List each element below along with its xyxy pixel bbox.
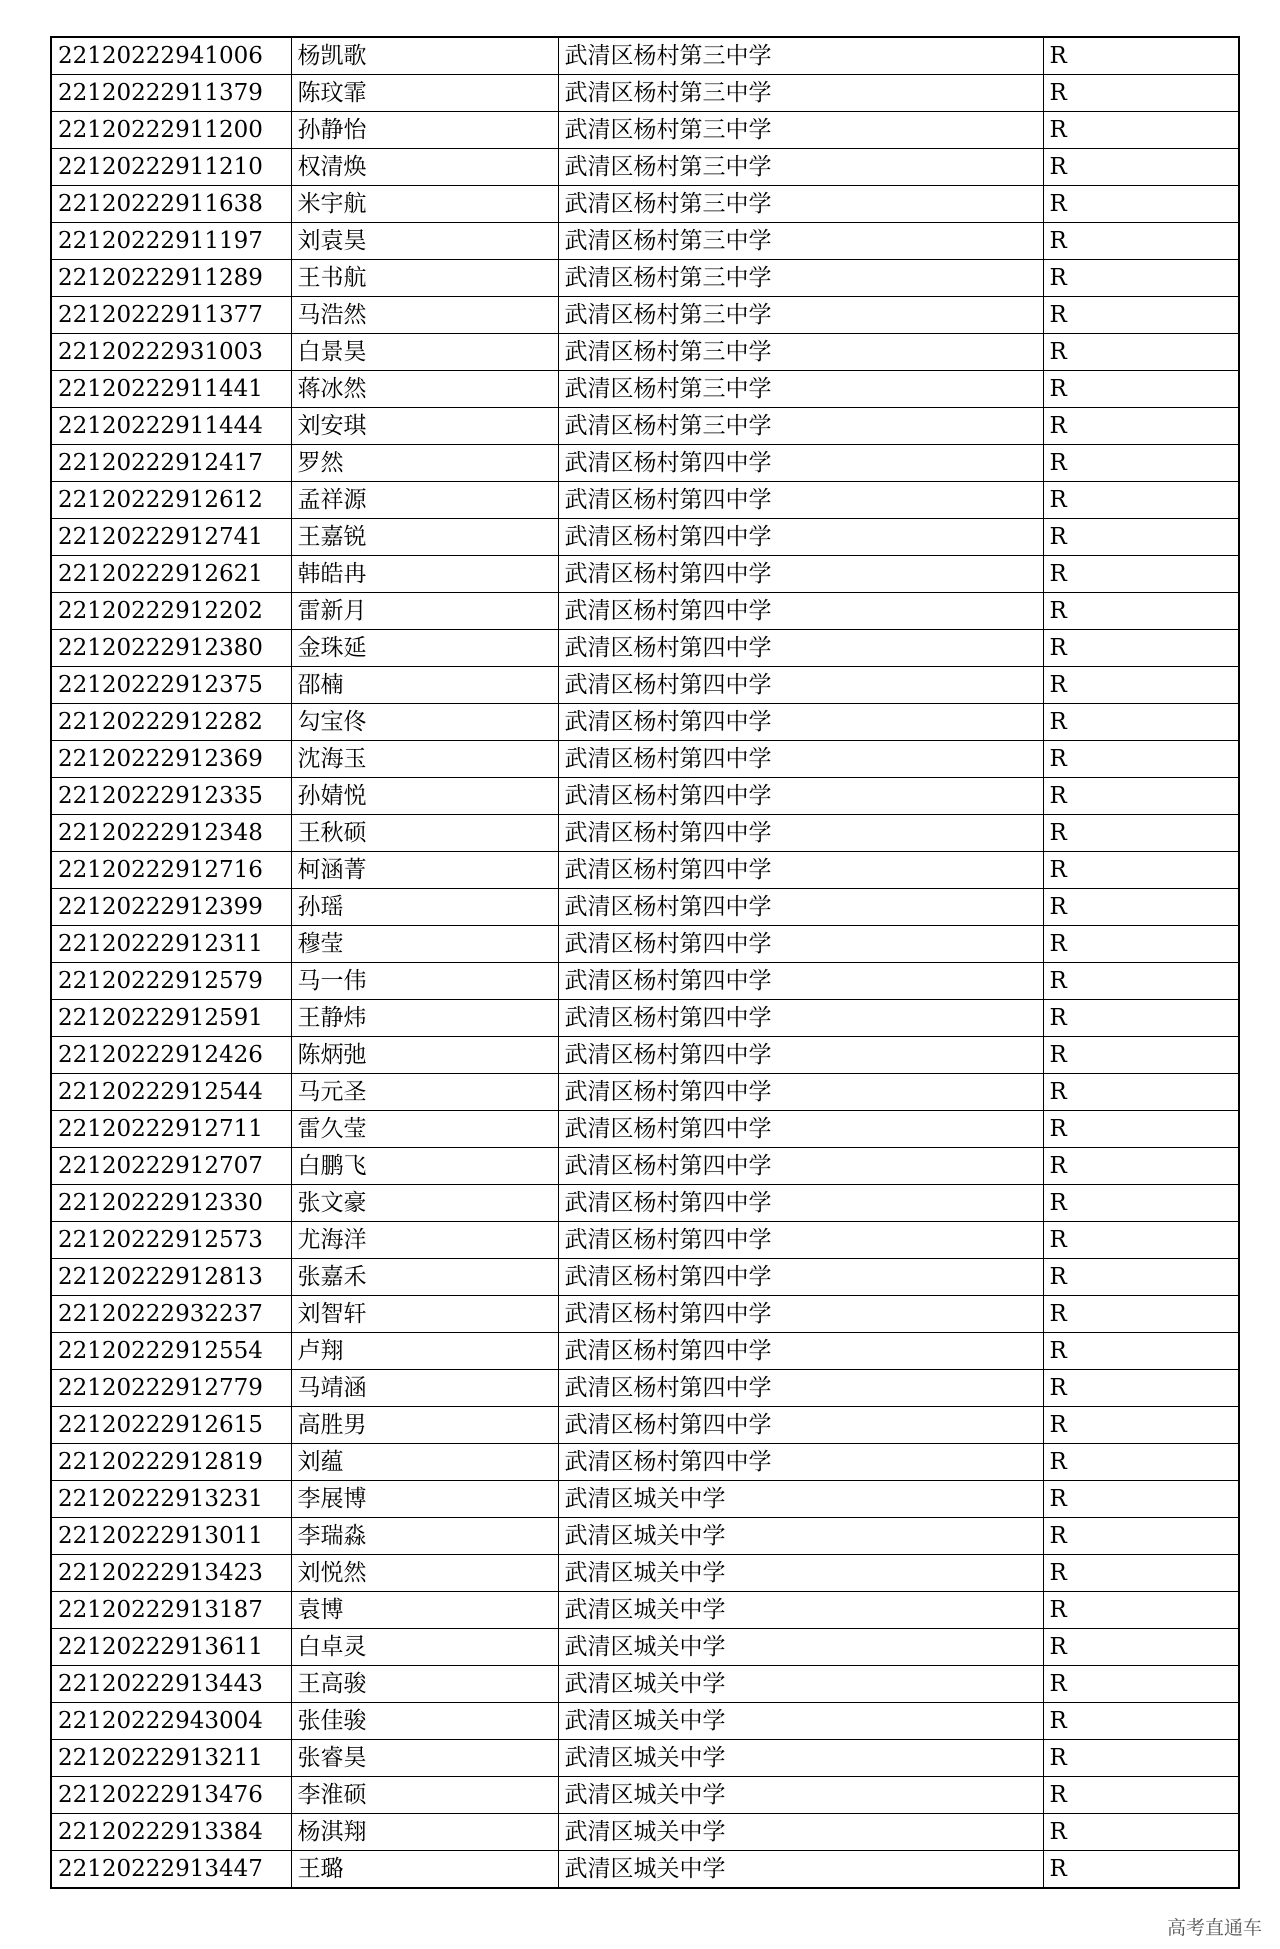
- exam-id-cell: 22120222912573: [51, 1222, 291, 1259]
- school-cell: 武清区杨村第四中学: [558, 482, 1043, 519]
- school-cell: 武清区杨村第三中学: [558, 149, 1043, 186]
- school-cell: 武清区杨村第三中学: [558, 37, 1043, 75]
- exam-id-cell: 22120222941006: [51, 37, 291, 75]
- student-name-cell: 李淮硕: [291, 1777, 558, 1814]
- table-row: [51, 75, 1239, 112]
- table-row: [51, 1222, 1239, 1259]
- student-name-cell: 白鹏飞: [291, 1148, 558, 1185]
- school-cell: 武清区杨村第四中学: [558, 1222, 1043, 1259]
- mark-cell: R: [1043, 260, 1239, 297]
- table-row: [51, 778, 1239, 815]
- mark-cell: R: [1043, 1814, 1239, 1851]
- school-cell: 武清区杨村第三中学: [558, 223, 1043, 260]
- mark-cell: R: [1043, 1592, 1239, 1629]
- school-cell: 武清区杨村第四中学: [558, 556, 1043, 593]
- student-name-cell: 张睿昊: [291, 1740, 558, 1777]
- exam-id-cell: 22120222912369: [51, 741, 291, 778]
- table-row: [51, 1629, 1239, 1666]
- student-name-cell: 王嘉锐: [291, 519, 558, 556]
- table-row: [51, 519, 1239, 556]
- table-row: [51, 1259, 1239, 1296]
- mark-cell: R: [1043, 1370, 1239, 1407]
- school-cell: 武清区杨村第四中学: [558, 1333, 1043, 1370]
- student-name-cell: 蒋冰然: [291, 371, 558, 408]
- table-row: [51, 260, 1239, 297]
- table-row: [51, 593, 1239, 630]
- school-cell: 武清区城关中学: [558, 1740, 1043, 1777]
- mark-cell: R: [1043, 1407, 1239, 1444]
- watermark-text: 高考直通车: [1166, 1917, 1262, 1939]
- school-cell: 武清区杨村第四中学: [558, 815, 1043, 852]
- student-name-cell: 王静炜: [291, 1000, 558, 1037]
- student-name-cell: 张文豪: [291, 1185, 558, 1222]
- table-row: [51, 1592, 1239, 1629]
- table-row: [51, 37, 1239, 75]
- student-name-cell: 金珠延: [291, 630, 558, 667]
- student-name-cell: 张佳骏: [291, 1703, 558, 1740]
- exam-id-cell: 22120222912311: [51, 926, 291, 963]
- table-row: [51, 815, 1239, 852]
- exam-id-cell: 22120222912399: [51, 889, 291, 926]
- school-cell: 武清区杨村第三中学: [558, 297, 1043, 334]
- exam-id-cell: 22120222912741: [51, 519, 291, 556]
- student-name-cell: 刘蕴: [291, 1444, 558, 1481]
- mark-cell: R: [1043, 1148, 1239, 1185]
- document-page: [50, 36, 1238, 1889]
- exam-id-cell: 22120222912348: [51, 815, 291, 852]
- student-name-cell: 王璐: [291, 1851, 558, 1889]
- school-cell: 武清区城关中学: [558, 1666, 1043, 1703]
- table-row: [51, 1703, 1239, 1740]
- mark-cell: R: [1043, 926, 1239, 963]
- school-cell: 武清区杨村第四中学: [558, 519, 1043, 556]
- table-row: [51, 1814, 1239, 1851]
- school-cell: 武清区杨村第四中学: [558, 704, 1043, 741]
- student-name-cell: 韩皓冉: [291, 556, 558, 593]
- mark-cell: R: [1043, 1333, 1239, 1370]
- exam-id-cell: 22120222912544: [51, 1074, 291, 1111]
- school-cell: 武清区杨村第四中学: [558, 1000, 1043, 1037]
- table-row: [51, 112, 1239, 149]
- mark-cell: R: [1043, 1555, 1239, 1592]
- mark-cell: R: [1043, 1259, 1239, 1296]
- table-row: [51, 1444, 1239, 1481]
- school-cell: 武清区杨村第四中学: [558, 741, 1043, 778]
- school-cell: 武清区杨村第四中学: [558, 630, 1043, 667]
- school-cell: 武清区杨村第三中学: [558, 260, 1043, 297]
- student-name-cell: 刘悦然: [291, 1555, 558, 1592]
- school-cell: 武清区杨村第四中学: [558, 963, 1043, 1000]
- school-cell: 武清区杨村第三中学: [558, 186, 1043, 223]
- student-name-cell: 张嘉禾: [291, 1259, 558, 1296]
- exam-id-cell: 22120222912621: [51, 556, 291, 593]
- school-cell: 武清区杨村第四中学: [558, 667, 1043, 704]
- mark-cell: R: [1043, 815, 1239, 852]
- mark-cell: R: [1043, 408, 1239, 445]
- school-cell: 武清区杨村第四中学: [558, 1111, 1043, 1148]
- table-row: [51, 1111, 1239, 1148]
- exam-id-cell: 22120222911200: [51, 112, 291, 149]
- exam-id-cell: 22120222912779: [51, 1370, 291, 1407]
- student-name-cell: 邵楠: [291, 667, 558, 704]
- student-name-cell: 马一伟: [291, 963, 558, 1000]
- table-row: [51, 630, 1239, 667]
- school-cell: 武清区杨村第四中学: [558, 1370, 1043, 1407]
- table-row: [51, 852, 1239, 889]
- mark-cell: R: [1043, 1185, 1239, 1222]
- mark-cell: R: [1043, 1740, 1239, 1777]
- exam-id-cell: 22120222913231: [51, 1481, 291, 1518]
- mark-cell: R: [1043, 1851, 1239, 1889]
- school-cell: 武清区城关中学: [558, 1481, 1043, 1518]
- school-cell: 武清区杨村第四中学: [558, 1259, 1043, 1296]
- table-row: [51, 963, 1239, 1000]
- roster-body: [51, 37, 1239, 1888]
- mark-cell: R: [1043, 1222, 1239, 1259]
- student-name-cell: 袁博: [291, 1592, 558, 1629]
- student-name-cell: 米宇航: [291, 186, 558, 223]
- mark-cell: R: [1043, 1703, 1239, 1740]
- school-cell: 武清区杨村第四中学: [558, 1444, 1043, 1481]
- exam-id-cell: 22120222912282: [51, 704, 291, 741]
- mark-cell: R: [1043, 186, 1239, 223]
- table-row: [51, 741, 1239, 778]
- school-cell: 武清区杨村第四中学: [558, 1185, 1043, 1222]
- table-row: [51, 1851, 1239, 1889]
- exam-id-cell: 22120222912426: [51, 1037, 291, 1074]
- school-cell: 武清区杨村第三中学: [558, 408, 1043, 445]
- school-cell: 武清区杨村第四中学: [558, 1074, 1043, 1111]
- mark-cell: R: [1043, 1296, 1239, 1333]
- mark-cell: R: [1043, 1037, 1239, 1074]
- mark-cell: R: [1043, 704, 1239, 741]
- exam-id-cell: 22120222912417: [51, 445, 291, 482]
- student-name-cell: 尤海洋: [291, 1222, 558, 1259]
- student-name-cell: 马靖涵: [291, 1370, 558, 1407]
- mark-cell: R: [1043, 37, 1239, 75]
- table-row: [51, 1333, 1239, 1370]
- mark-cell: R: [1043, 75, 1239, 112]
- table-row: [51, 1518, 1239, 1555]
- student-name-cell: 高胜男: [291, 1407, 558, 1444]
- exam-id-cell: 22120222931003: [51, 334, 291, 371]
- school-cell: 武清区杨村第四中学: [558, 1407, 1043, 1444]
- exam-id-cell: 22120222913476: [51, 1777, 291, 1814]
- student-name-cell: 权清焕: [291, 149, 558, 186]
- exam-id-cell: 22120222913611: [51, 1629, 291, 1666]
- table-row: [51, 889, 1239, 926]
- table-row: [51, 1037, 1239, 1074]
- exam-id-cell: 22120222932237: [51, 1296, 291, 1333]
- table-row: [51, 1370, 1239, 1407]
- mark-cell: R: [1043, 371, 1239, 408]
- exam-id-cell: 22120222912813: [51, 1259, 291, 1296]
- school-cell: 武清区杨村第四中学: [558, 889, 1043, 926]
- exam-id-cell: 22120222913443: [51, 1666, 291, 1703]
- exam-id-cell: 22120222943004: [51, 1703, 291, 1740]
- exam-id-cell: 22120222913011: [51, 1518, 291, 1555]
- exam-id-cell: 22120222912579: [51, 963, 291, 1000]
- exam-id-cell: 22120222912707: [51, 1148, 291, 1185]
- table-row: [51, 408, 1239, 445]
- mark-cell: R: [1043, 112, 1239, 149]
- mark-cell: R: [1043, 1074, 1239, 1111]
- table-row: [51, 704, 1239, 741]
- student-name-cell: 穆莹: [291, 926, 558, 963]
- exam-id-cell: 22120222912716: [51, 852, 291, 889]
- school-cell: 武清区城关中学: [558, 1851, 1043, 1889]
- exam-id-cell: 22120222911638: [51, 186, 291, 223]
- exam-id-cell: 22120222913187: [51, 1592, 291, 1629]
- exam-id-cell: 22120222912335: [51, 778, 291, 815]
- student-name-cell: 刘安琪: [291, 408, 558, 445]
- student-name-cell: 李展博: [291, 1481, 558, 1518]
- table-row: [51, 1296, 1239, 1333]
- student-name-cell: 沈海玉: [291, 741, 558, 778]
- exam-id-cell: 22120222911210: [51, 149, 291, 186]
- student-name-cell: 陈炳弛: [291, 1037, 558, 1074]
- school-cell: 武清区杨村第三中学: [558, 334, 1043, 371]
- exam-id-cell: 22120222911441: [51, 371, 291, 408]
- exam-id-cell: 22120222911289: [51, 260, 291, 297]
- mark-cell: R: [1043, 223, 1239, 260]
- table-row: [51, 1777, 1239, 1814]
- student-name-cell: 柯涵菁: [291, 852, 558, 889]
- student-name-cell: 雷新月: [291, 593, 558, 630]
- school-cell: 武清区城关中学: [558, 1703, 1043, 1740]
- table-row: [51, 1555, 1239, 1592]
- mark-cell: R: [1043, 1481, 1239, 1518]
- mark-cell: R: [1043, 778, 1239, 815]
- student-name-cell: 王书航: [291, 260, 558, 297]
- mark-cell: R: [1043, 1444, 1239, 1481]
- student-name-cell: 孙婧悦: [291, 778, 558, 815]
- school-cell: 武清区杨村第四中学: [558, 1037, 1043, 1074]
- student-name-cell: 陈玟霏: [291, 75, 558, 112]
- student-name-cell: 白卓灵: [291, 1629, 558, 1666]
- school-cell: 武清区城关中学: [558, 1777, 1043, 1814]
- school-cell: 武清区杨村第四中学: [558, 445, 1043, 482]
- mark-cell: R: [1043, 630, 1239, 667]
- student-name-cell: 李瑞淼: [291, 1518, 558, 1555]
- mark-cell: R: [1043, 852, 1239, 889]
- mark-cell: R: [1043, 593, 1239, 630]
- exam-id-cell: 22120222912375: [51, 667, 291, 704]
- school-cell: 武清区杨村第三中学: [558, 112, 1043, 149]
- exam-id-cell: 22120222912612: [51, 482, 291, 519]
- school-cell: 武清区城关中学: [558, 1555, 1043, 1592]
- mark-cell: R: [1043, 1777, 1239, 1814]
- student-name-cell: 孟祥源: [291, 482, 558, 519]
- mark-cell: R: [1043, 741, 1239, 778]
- table-row: [51, 1185, 1239, 1222]
- exam-id-cell: 22120222911197: [51, 223, 291, 260]
- table-row: [51, 1407, 1239, 1444]
- student-name-cell: 孙瑶: [291, 889, 558, 926]
- mark-cell: R: [1043, 519, 1239, 556]
- table-row: [51, 482, 1239, 519]
- student-name-cell: 白景昊: [291, 334, 558, 371]
- exam-id-cell: 22120222913384: [51, 1814, 291, 1851]
- school-cell: 武清区杨村第三中学: [558, 371, 1043, 408]
- exam-id-cell: 22120222912380: [51, 630, 291, 667]
- table-row: [51, 297, 1239, 334]
- table-row: [51, 556, 1239, 593]
- school-cell: 武清区杨村第四中学: [558, 778, 1043, 815]
- exam-id-cell: 22120222913447: [51, 1851, 291, 1889]
- table-row: [51, 149, 1239, 186]
- exam-id-cell: 22120222911444: [51, 408, 291, 445]
- student-name-cell: 马浩然: [291, 297, 558, 334]
- table-row: [51, 667, 1239, 704]
- mark-cell: R: [1043, 1629, 1239, 1666]
- mark-cell: R: [1043, 445, 1239, 482]
- student-name-cell: 孙静怡: [291, 112, 558, 149]
- table-row: [51, 223, 1239, 260]
- exam-id-cell: 22120222912615: [51, 1407, 291, 1444]
- exam-id-cell: 22120222912591: [51, 1000, 291, 1037]
- school-cell: 武清区城关中学: [558, 1629, 1043, 1666]
- student-roster-table: [50, 36, 1240, 1889]
- school-cell: 武清区杨村第四中学: [558, 593, 1043, 630]
- exam-id-cell: 22120222913211: [51, 1740, 291, 1777]
- exam-id-cell: 22120222912202: [51, 593, 291, 630]
- mark-cell: R: [1043, 482, 1239, 519]
- table-row: [51, 186, 1239, 223]
- student-name-cell: 杨淇翔: [291, 1814, 558, 1851]
- mark-cell: R: [1043, 889, 1239, 926]
- student-name-cell: 王高骏: [291, 1666, 558, 1703]
- table-row: [51, 926, 1239, 963]
- mark-cell: R: [1043, 556, 1239, 593]
- student-name-cell: 刘智轩: [291, 1296, 558, 1333]
- mark-cell: R: [1043, 334, 1239, 371]
- table-row: [51, 1074, 1239, 1111]
- school-cell: 武清区杨村第四中学: [558, 926, 1043, 963]
- mark-cell: R: [1043, 149, 1239, 186]
- table-row: [51, 1000, 1239, 1037]
- school-cell: 武清区杨村第四中学: [558, 1296, 1043, 1333]
- exam-id-cell: 22120222911377: [51, 297, 291, 334]
- mark-cell: R: [1043, 1000, 1239, 1037]
- exam-id-cell: 22120222912819: [51, 1444, 291, 1481]
- mark-cell: R: [1043, 667, 1239, 704]
- exam-id-cell: 22120222912711: [51, 1111, 291, 1148]
- mark-cell: R: [1043, 1666, 1239, 1703]
- table-row: [51, 371, 1239, 408]
- student-name-cell: 卢翔: [291, 1333, 558, 1370]
- exam-id-cell: 22120222912330: [51, 1185, 291, 1222]
- school-cell: 武清区杨村第四中学: [558, 852, 1043, 889]
- table-row: [51, 1666, 1239, 1703]
- student-name-cell: 王秋硕: [291, 815, 558, 852]
- school-cell: 武清区杨村第四中学: [558, 1148, 1043, 1185]
- exam-id-cell: 22120222912554: [51, 1333, 291, 1370]
- student-name-cell: 勾宝佟: [291, 704, 558, 741]
- exam-id-cell: 22120222911379: [51, 75, 291, 112]
- school-cell: 武清区城关中学: [558, 1518, 1043, 1555]
- student-name-cell: 雷久莹: [291, 1111, 558, 1148]
- table-row: [51, 1481, 1239, 1518]
- table-row: [51, 334, 1239, 371]
- student-name-cell: 杨凯歌: [291, 37, 558, 75]
- student-name-cell: 刘袁昊: [291, 223, 558, 260]
- school-cell: 武清区杨村第三中学: [558, 75, 1043, 112]
- student-name-cell: 马元圣: [291, 1074, 558, 1111]
- mark-cell: R: [1043, 963, 1239, 1000]
- school-cell: 武清区城关中学: [558, 1592, 1043, 1629]
- table-row: [51, 1740, 1239, 1777]
- student-name-cell: 罗然: [291, 445, 558, 482]
- mark-cell: R: [1043, 297, 1239, 334]
- table-row: [51, 1148, 1239, 1185]
- school-cell: 武清区城关中学: [558, 1814, 1043, 1851]
- exam-id-cell: 22120222913423: [51, 1555, 291, 1592]
- mark-cell: R: [1043, 1518, 1239, 1555]
- mark-cell: R: [1043, 1111, 1239, 1148]
- table-row: [51, 445, 1239, 482]
